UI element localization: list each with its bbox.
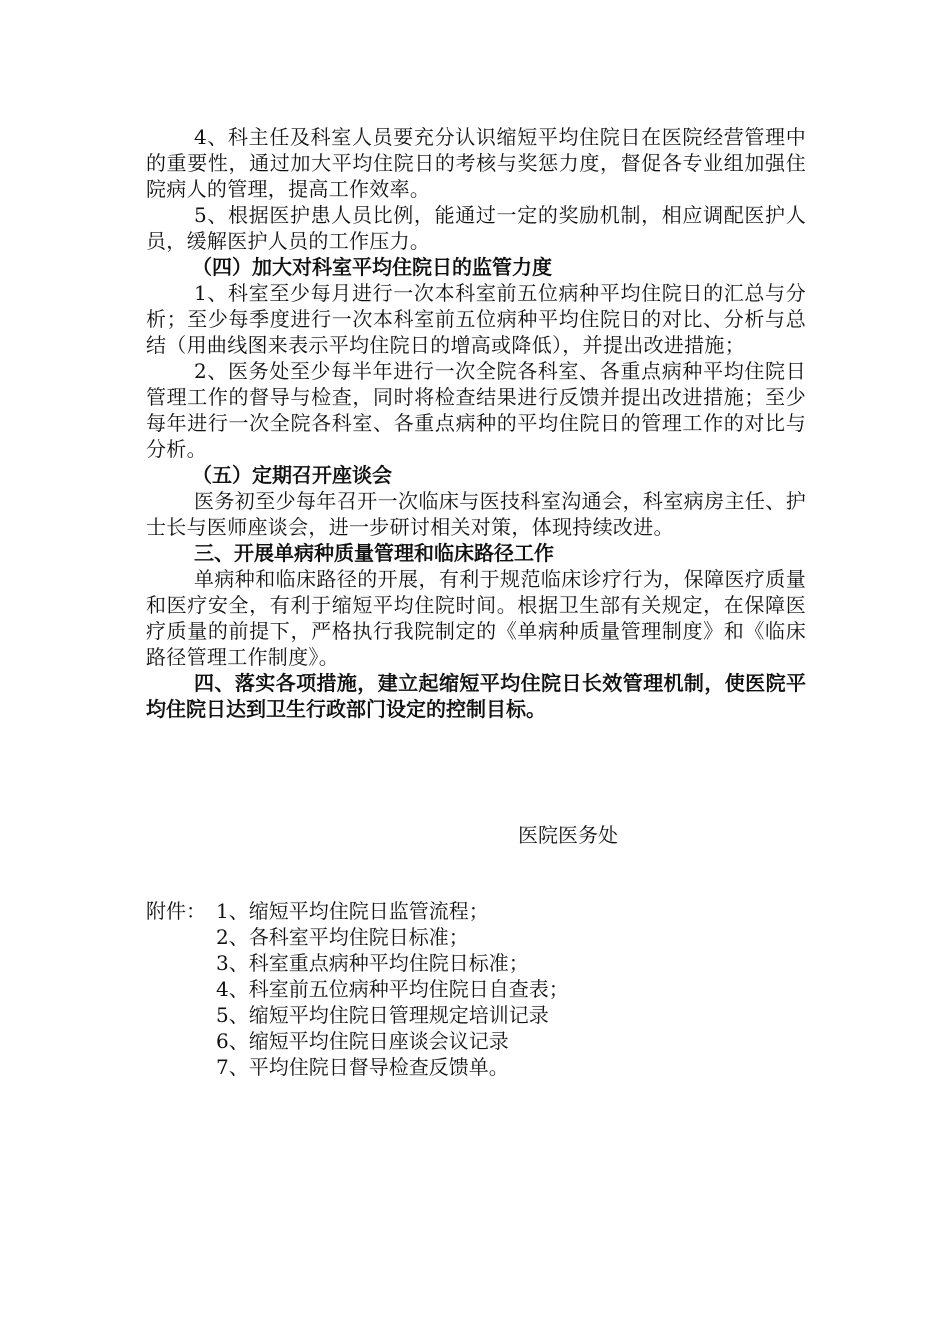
attachments-list [146, 898, 569, 1080]
attachment-item: 7、平均住院日督导检查反馈单。 [216, 1055, 509, 1079]
attachment-row [146, 950, 569, 976]
paragraph-monitor-1: 1、科室至少每月进行一次本科室前五位病种平均住院日的汇总与分析；至少每季度进行一次本科室前五位病种平均住院日的对比、分析与总结（用曲线图来表示平均住院日的增高或降低），并提出改进措施； [146, 281, 806, 357]
attachment-item: 6、缩短平均住院日座谈会议记录 [216, 1029, 509, 1053]
attachment-row [146, 1028, 569, 1054]
paragraph-item-5: 5、根据医护患人员比例，能通过一定的奖励机制，相应调配医护人员，缓解医护人员的工作压力。 [146, 203, 806, 253]
paragraph-clinical-path: 单病种和临床路径的开展，有利于规范临床诊疗行为，保障医疗质量和医疗安全，有利于缩短平均住院时间。根据卫生部有关规定，在保障医疗质量的前提下，严格执行我院制定的《单病种质量管理制度》和《临床路径管理工作制度》。 [146, 567, 806, 669]
attachment-row [146, 976, 569, 1002]
attachment-item: 1、缩短平均住院日监管流程； [216, 899, 489, 923]
attachment-row [146, 1054, 569, 1080]
paragraph-item-4: 4、科主任及科室人员要充分认识缩短平均住院日在医院经营管理中的重要性，通过加大平均住院日的考核与奖惩力度，督促各专业组加强住院病人的管理，提高工作效率。 [146, 125, 806, 201]
section-heading-three: 三、开展单病种质量管理和临床路径工作 [194, 541, 554, 565]
attachment-row [146, 924, 569, 950]
section-heading-4: （四）加大对科室平均住院日的监管力度 [192, 255, 552, 279]
attachments-label: 附件： [146, 899, 206, 923]
paragraph-monitor-2: 2、医务处至少每半年进行一次全院各科室、各重点病种平均住院日管理工作的督导与检查，同时将检查结果进行反馈并提出改进措施；至少每年进行一次全院各科室、各重点病种的平均住院日的管理工作的对比与分析。 [146, 359, 806, 461]
attachment-row [146, 898, 569, 924]
section-heading-5: （五）定期召开座谈会 [192, 463, 392, 487]
document-body [146, 124, 806, 722]
signature: 医院医务处 [518, 823, 618, 847]
attachment-row [146, 1002, 569, 1028]
paragraph-meeting: 医务初至少每年召开一次临床与医技科室沟通会，科室病房主任、护士长与医师座谈会，进一步研讨相关对策，体现持续改进。 [146, 489, 806, 539]
attachment-item: 4、科室前五位病种平均住院日自查表； [216, 977, 569, 1001]
attachment-item: 2、各科室平均住院日标准； [216, 925, 469, 949]
attachment-item: 3、科室重点病种平均住院日标准； [216, 951, 529, 975]
section-heading-four: 四、落实各项措施，建立起缩短平均住院日长效管理机制，使医院平均住院日达到卫生行政部门设定的控制目标。 [146, 671, 806, 721]
attachment-item: 5、缩短平均住院日管理规定培训记录 [216, 1003, 549, 1027]
